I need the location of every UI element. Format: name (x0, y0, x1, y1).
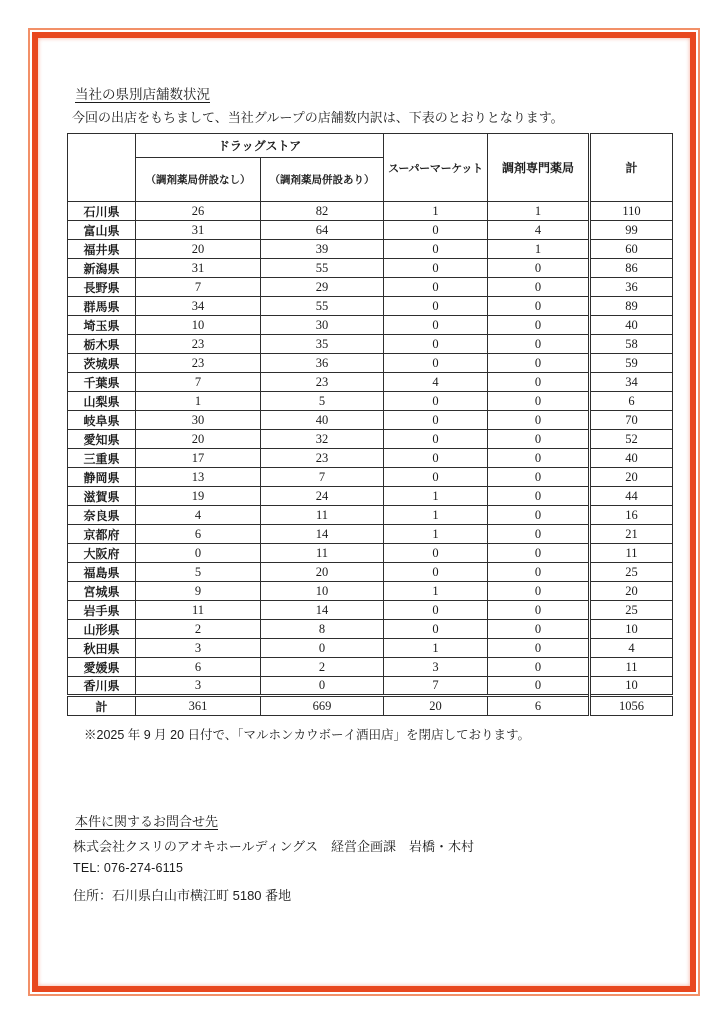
value-cell: 0 (136, 544, 261, 563)
value-cell: 0 (384, 563, 488, 582)
value-cell: 25 (590, 563, 673, 582)
table-row (68, 449, 673, 468)
value-cell: 0 (384, 297, 488, 316)
value-cell: 0 (384, 392, 488, 411)
prefecture-cell: 宮城県 (68, 582, 136, 601)
value-cell: 0 (384, 335, 488, 354)
table-row (68, 544, 673, 563)
contact-heading: 本件に関するお問合せ先 (75, 814, 219, 829)
value-cell: 10 (261, 582, 384, 601)
store-count-table (67, 133, 673, 716)
table-row (68, 202, 673, 221)
value-cell: 0 (488, 544, 590, 563)
value-cell: 1 (384, 202, 488, 221)
value-cell: 1 (384, 582, 488, 601)
value-cell: 0 (261, 677, 384, 696)
value-cell: 32 (261, 430, 384, 449)
prefecture-cell: 長野県 (68, 278, 136, 297)
value-cell: 0 (488, 487, 590, 506)
value-cell: 36 (590, 278, 673, 297)
value-cell: 19 (136, 487, 261, 506)
value-cell: 0 (488, 677, 590, 696)
prefecture-cell: 新潟県 (68, 259, 136, 278)
value-cell: 82 (261, 202, 384, 221)
value-cell: 25 (590, 601, 673, 620)
value-cell: 40 (590, 449, 673, 468)
value-cell: 1 (384, 639, 488, 658)
dispensing-pharmacy-header: 調剤専門薬局 (488, 134, 590, 202)
table-row (68, 563, 673, 582)
prefecture-cell: 石川県 (68, 202, 136, 221)
intro-text: 今回の出店をもちまして、当社グループの店舗数内訳は、下表のとおりとなります。 (72, 110, 564, 125)
value-cell: 0 (488, 354, 590, 373)
prefecture-cell: 京都府 (68, 525, 136, 544)
value-cell: 34 (136, 297, 261, 316)
prefecture-cell: 福島県 (68, 563, 136, 582)
drugstore-group-header: ドラッグストア (136, 134, 384, 158)
value-cell: 1 (384, 506, 488, 525)
value-cell: 0 (488, 278, 590, 297)
table-row (68, 601, 673, 620)
value-cell: 6 (136, 525, 261, 544)
value-cell: 6 (136, 658, 261, 677)
value-cell: 36 (261, 354, 384, 373)
value-cell: 20 (590, 582, 673, 601)
value-cell: 1 (488, 202, 590, 221)
value-cell: 89 (590, 297, 673, 316)
value-cell: 0 (488, 506, 590, 525)
value-cell: 0 (488, 392, 590, 411)
value-cell: 40 (261, 411, 384, 430)
value-cell: 0 (488, 411, 590, 430)
table-row (68, 430, 673, 449)
total-row-label: 計 (68, 696, 136, 716)
value-cell: 20 (261, 563, 384, 582)
value-cell: 4 (384, 373, 488, 392)
prefecture-cell: 群馬県 (68, 297, 136, 316)
value-cell: 16 (590, 506, 673, 525)
value-cell: 14 (261, 525, 384, 544)
value-cell: 0 (488, 430, 590, 449)
value-cell: 0 (384, 601, 488, 620)
prefecture-cell: 愛媛県 (68, 658, 136, 677)
value-cell: 7 (384, 677, 488, 696)
value-cell: 1056 (590, 696, 673, 716)
table-row (68, 259, 673, 278)
prefecture-header-cell (68, 134, 136, 202)
prefecture-cell: 岩手県 (68, 601, 136, 620)
prefecture-cell: 栃木県 (68, 335, 136, 354)
value-cell: 4 (590, 639, 673, 658)
value-cell: 23 (136, 335, 261, 354)
table-row (68, 468, 673, 487)
prefecture-cell: 富山県 (68, 221, 136, 240)
value-cell: 1 (488, 240, 590, 259)
value-cell: 0 (384, 240, 488, 259)
value-cell: 0 (488, 525, 590, 544)
prefecture-cell: 大阪府 (68, 544, 136, 563)
value-cell: 7 (261, 468, 384, 487)
value-cell: 14 (261, 601, 384, 620)
value-cell: 31 (136, 259, 261, 278)
value-cell: 0 (384, 430, 488, 449)
value-cell: 0 (384, 259, 488, 278)
table-row (68, 411, 673, 430)
value-cell: 3 (136, 677, 261, 696)
prefecture-cell: 滋賀県 (68, 487, 136, 506)
prefecture-cell: 香川県 (68, 677, 136, 696)
with-pharmacy-subheader: （調剤薬局併設あり） (261, 158, 384, 202)
table-row (68, 639, 673, 658)
value-cell: 0 (384, 544, 488, 563)
prefecture-cell: 山梨県 (68, 392, 136, 411)
value-cell: 21 (590, 525, 673, 544)
table-row (68, 525, 673, 544)
value-cell: 0 (261, 639, 384, 658)
table-row (68, 677, 673, 696)
value-cell: 7 (136, 278, 261, 297)
value-cell: 26 (136, 202, 261, 221)
value-cell: 23 (261, 373, 384, 392)
contact-tel: TEL: 076-274-6115 (73, 861, 184, 875)
value-cell: 0 (384, 468, 488, 487)
contact-company: 株式会社クスリのアオキホールディングス 経営企画課 岩橋・木村 (73, 839, 475, 854)
value-cell: 5 (261, 392, 384, 411)
value-cell: 2 (136, 620, 261, 639)
value-cell: 52 (590, 430, 673, 449)
value-cell: 110 (590, 202, 673, 221)
value-cell: 23 (261, 449, 384, 468)
supermarket-header: スーパーマーケット (384, 134, 488, 202)
value-cell: 30 (261, 316, 384, 335)
value-cell: 60 (590, 240, 673, 259)
contact-address: 住所：石川県白山市横江町 5180 番地 (73, 888, 292, 903)
value-cell: 30 (136, 411, 261, 430)
table-row (68, 392, 673, 411)
prefecture-cell: 奈良県 (68, 506, 136, 525)
value-cell: 0 (488, 373, 590, 392)
value-cell: 6 (488, 696, 590, 716)
value-cell: 13 (136, 468, 261, 487)
value-cell: 29 (261, 278, 384, 297)
value-cell: 6 (590, 392, 673, 411)
value-cell: 0 (384, 411, 488, 430)
value-cell: 0 (488, 563, 590, 582)
table-row (68, 297, 673, 316)
value-cell: 7 (136, 373, 261, 392)
no-pharmacy-subheader: （調剤薬局併設なし） (136, 158, 261, 202)
table-row (68, 373, 673, 392)
prefecture-cell: 福井県 (68, 240, 136, 259)
value-cell: 64 (261, 221, 384, 240)
prefecture-cell: 千葉県 (68, 373, 136, 392)
value-cell: 20 (136, 430, 261, 449)
prefecture-cell: 愛知県 (68, 430, 136, 449)
table-row (68, 221, 673, 240)
value-cell: 8 (261, 620, 384, 639)
value-cell: 0 (488, 449, 590, 468)
value-cell: 59 (590, 354, 673, 373)
value-cell: 11 (261, 544, 384, 563)
value-cell: 55 (261, 259, 384, 278)
table-row (68, 582, 673, 601)
value-cell: 1 (136, 392, 261, 411)
value-cell: 70 (590, 411, 673, 430)
prefecture-cell: 埼玉県 (68, 316, 136, 335)
value-cell: 4 (136, 506, 261, 525)
value-cell: 20 (136, 240, 261, 259)
value-cell: 0 (488, 316, 590, 335)
value-cell: 3 (136, 639, 261, 658)
value-cell: 40 (590, 316, 673, 335)
value-cell: 20 (590, 468, 673, 487)
total-column-header: 計 (590, 134, 673, 202)
value-cell: 0 (488, 601, 590, 620)
value-cell: 1 (384, 525, 488, 544)
value-cell: 4 (488, 221, 590, 240)
value-cell: 0 (488, 582, 590, 601)
value-cell: 34 (590, 373, 673, 392)
value-cell: 11 (261, 506, 384, 525)
value-cell: 11 (590, 544, 673, 563)
prefecture-cell: 山形県 (68, 620, 136, 639)
value-cell: 0 (384, 278, 488, 297)
prefecture-cell: 秋田県 (68, 639, 136, 658)
prefecture-cell: 三重県 (68, 449, 136, 468)
value-cell: 44 (590, 487, 673, 506)
page-title: 当社の県別店舗数状況 (75, 87, 210, 102)
value-cell: 2 (261, 658, 384, 677)
value-cell: 31 (136, 221, 261, 240)
value-cell: 5 (136, 563, 261, 582)
table-row (68, 316, 673, 335)
value-cell: 0 (488, 658, 590, 677)
value-cell: 24 (261, 487, 384, 506)
table-row (68, 335, 673, 354)
value-cell: 10 (590, 677, 673, 696)
value-cell: 0 (384, 620, 488, 639)
table-row (68, 506, 673, 525)
value-cell: 11 (136, 601, 261, 620)
total-row (68, 696, 673, 716)
value-cell: 55 (261, 297, 384, 316)
value-cell: 10 (590, 620, 673, 639)
value-cell: 0 (384, 449, 488, 468)
value-cell: 0 (488, 639, 590, 658)
value-cell: 86 (590, 259, 673, 278)
prefecture-cell: 茨城県 (68, 354, 136, 373)
prefecture-cell: 岐阜県 (68, 411, 136, 430)
value-cell: 0 (488, 259, 590, 278)
table-row (68, 620, 673, 639)
value-cell: 9 (136, 582, 261, 601)
value-cell: 0 (488, 468, 590, 487)
value-cell: 39 (261, 240, 384, 259)
value-cell: 10 (136, 316, 261, 335)
value-cell: 0 (488, 335, 590, 354)
value-cell: 20 (384, 696, 488, 716)
value-cell: 0 (384, 354, 488, 373)
value-cell: 1 (384, 487, 488, 506)
prefecture-cell: 静岡県 (68, 468, 136, 487)
table-row (68, 354, 673, 373)
value-cell: 0 (488, 297, 590, 316)
value-cell: 58 (590, 335, 673, 354)
value-cell: 361 (136, 696, 261, 716)
table-row (68, 240, 673, 259)
value-cell: 35 (261, 335, 384, 354)
table-row (68, 658, 673, 677)
value-cell: 17 (136, 449, 261, 468)
value-cell: 23 (136, 354, 261, 373)
value-cell: 0 (488, 620, 590, 639)
table-row (68, 278, 673, 297)
value-cell: 11 (590, 658, 673, 677)
table-row (68, 487, 673, 506)
value-cell: 99 (590, 221, 673, 240)
value-cell: 669 (261, 696, 384, 716)
value-cell: 0 (384, 221, 488, 240)
value-cell: 0 (384, 316, 488, 335)
value-cell: 3 (384, 658, 488, 677)
closure-footnote: ※2025 年 9 月 20 日付で、「マルホンカウボーイ酒田店」を閉店しております。 (84, 728, 531, 742)
